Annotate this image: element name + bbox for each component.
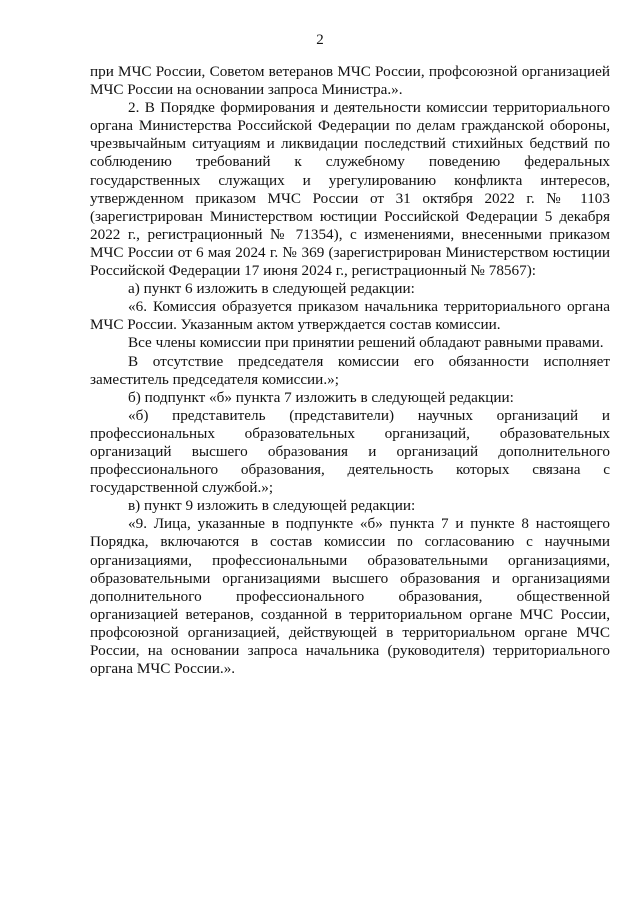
document-body xyxy=(90,63,610,678)
paragraph-continuation: при МЧС России, Советом ветеранов МЧС России, профсоюзной организацией МЧС России на основании запроса Министра.». xyxy=(90,63,610,99)
paragraph-point-9-text: «9. Лица, указанные в подпункте «б» пункта 7 и пункте 8 настоящего Порядка, включаются в состав комиссии по согласованию с научными организациями, профессиональными образовательными организациями, образовательными организациями высшего образования и организациями дополнительного профессионального образования, общественной организацией ветеранов, созданной в территориальном органе МЧС России, профсоюзной организацией, действующей в территориальном органе МЧС России, на основании запроса начальника (руководителя) территориального органа МЧС России.». xyxy=(90,515,610,678)
page-number: 2 xyxy=(316,32,324,48)
paragraph-equal-rights: Все члены комиссии при принятии решений обладают равными правами. xyxy=(128,334,604,352)
paragraph-subitem-a: а) пункт 6 изложить в следующей редакции: xyxy=(128,280,415,298)
paragraph-deputy-chair: В отсутствие председателя комиссии его обязанности исполняет заместитель председателя комиссии.»; xyxy=(90,352,610,388)
paragraph-point-6-text: «6. Комиссия образуется приказом начальника территориального органа МЧС России. Указанным актом утверждается состав комиссии. xyxy=(90,298,610,334)
paragraph-point-7b-text: «б) представитель (представители) научных организаций и профессиональных образовательных организаций, образовательных организаций высшего образования и организаций дополнительного профессионального образования, деятельность которых связана с государственной службой.»; xyxy=(90,406,610,497)
paragraph-item-2: 2. В Порядке формирования и деятельности комиссии территориального органа Министерства Российской Федерации по делам гражданской обороны, чрезвычайным ситуациям и ликвидации последствий стихийных бедствий по соблюдению требований к служебному поведению федеральных государственных служащих и урегулированию конфликта интересов, утвержденном приказом МЧС России от 31 октября 2022 г. № 1103 (зарегистрирован Министерством юстиции Российской Федерации 5 декабря 2022 г., регистрационный № 71354), с изменениями, внесенными приказом МЧС России от 6 мая 2024 г. № 369 (зарегистрирован Министерством юстиции Российской Федерации 17 июня 2024 г., регистрационный № 78567): xyxy=(90,99,610,280)
paragraph-subitem-v: в) пункт 9 изложить в следующей редакции: xyxy=(128,497,416,515)
paragraph-subitem-b: б) подпункт «б» пункта 7 изложить в следующей редакции: xyxy=(128,388,514,406)
